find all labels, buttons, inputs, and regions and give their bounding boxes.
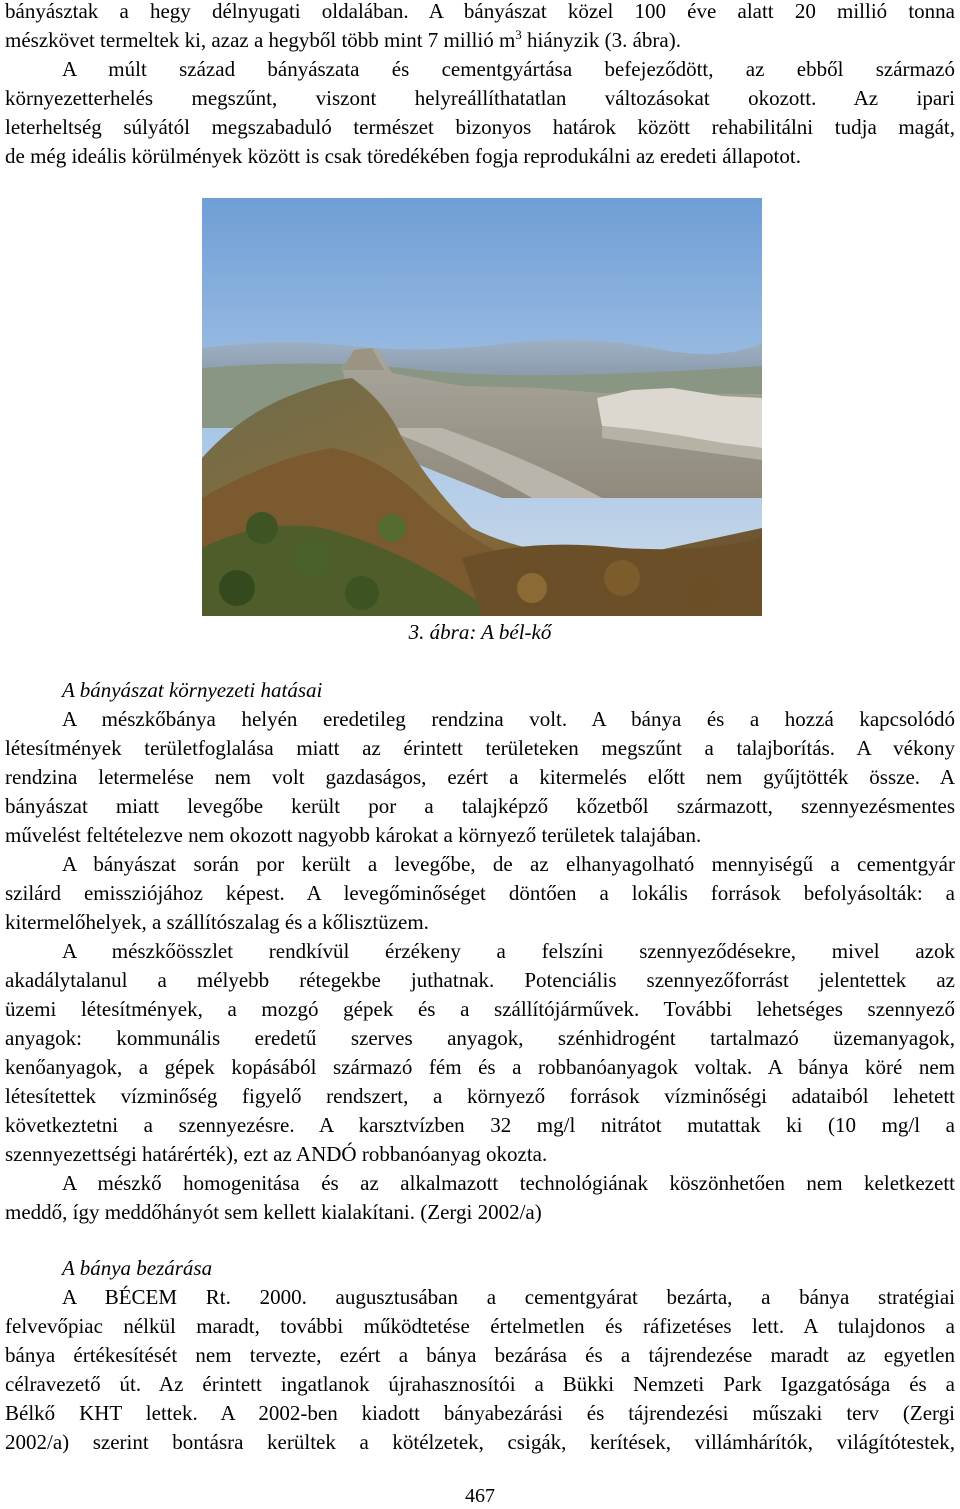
text-line: célravezető út. Az érintett ingatlanok újrahasznosítói a Bükki Nemzeti Park Igazgatósága és a [5, 1372, 955, 1396]
figure-caption: 3. ábra: A bél-kő [408, 620, 552, 644]
text-line: kitermelőhelyek, a szállítószalag és a kőlisztüzem. [5, 910, 429, 934]
text-line: A mészkőbánya helyén eredetileg rendzina volt. A bánya és a hozzá kapcsolódó [62, 707, 955, 731]
section-heading: A bányászat környezeti hatásai [62, 678, 323, 702]
text-line: anyagok: kommunális eredetű szerves anyagok, szénhidrogént tartalmazó üzemanyagok, [5, 1026, 955, 1050]
quarry-photo [202, 198, 762, 616]
text-line: környezetterhelés megszűnt, viszont helyreállíthatatlan változásokat okozott. Az ipari [5, 86, 955, 110]
text-line: üzemi létesítmények, a mozgó gépek és a szállítójárművek. További lehetséges szennyező [5, 997, 955, 1021]
section-heading: A bánya bezárása [62, 1256, 213, 1280]
text-line: A mészkőösszlet rendkívül érzékeny a felszíni szennyeződésekre, mivel azok [62, 939, 955, 963]
text-line: létesítmények területfoglalása miatt az érintett területeken megszűnt a talajborítás. A vékony [5, 736, 955, 760]
text-line: következtetni a szennyezésre. A karsztvízben 32 mg/l nitrátot mutattak ki (10 mg/l a [5, 1113, 955, 1137]
text-line: A BÉCEM Rt. 2000. augusztusában a cementgyárat bezárta, a bánya stratégiai [62, 1285, 955, 1309]
text-line: szilárd emissziójához képest. A levegőminőséget döntően a lokális források befolyásolták: a [5, 881, 955, 905]
text-line: kenőanyagok, a gépek kopásából származó fém és a robbanóanyagok voltak. A bánya köré nem [5, 1055, 955, 1079]
text-line: bányásztak a hegy délnyugati oldalában. A bányászat közel 100 éve alatt 20 millió tonna [5, 0, 955, 23]
text-line: Bélkő KHT lettek. A 2002-ben kiadott bányabezárási és tájrendezési műszaki terv (Zergi [5, 1401, 955, 1425]
text-line: A múlt század bányászata és cementgyártása befejeződött, az ebből származó [62, 57, 955, 81]
section-environmental-effects [5, 676, 955, 1227]
text-line: létesítettek vízminőség figyelő rendszert, a környező források vízminőségi adataiból lehetett [5, 1084, 955, 1108]
text-line: A bányászat során por került a levegőbe, de az elhanyagolható mennyiségű a cementgyár [62, 852, 955, 876]
text-line: bánya értékesítését nem tervezte, ezért a bánya bezárása és a tájrendezése maradt az egyetlen [5, 1343, 955, 1367]
text-line: rendzina letermelése nem volt gazdaságos, ezért a kitermelés előtt nem gyűjtötték össze. A [5, 765, 955, 789]
intro-paragraph [5, 0, 955, 171]
text-line: művelést feltételezve nem okozott nagyobb károkat a környező területek talajában. [5, 823, 702, 847]
text-line: bányászat miatt levegőbe került por a talajképző kőzetből származott, szennyezésmentes [5, 794, 955, 818]
text-line: A mészkő homogenitása és az alkalmazott technológiának köszönhetően nem keletkezett [62, 1171, 955, 1195]
text-line: 2002/a) szerint bontásra kerültek a kötélzetek, csigák, kerítések, villámhárítók, világítótestek, [5, 1430, 955, 1454]
text-line: meddő, így meddőhányót sem kellett kialakítani. (Zergi 2002/a) [5, 1200, 542, 1224]
text-line: mészkövet termeltek ki, azaz a hegyből több mint 7 millió $m^3$ hiányzik (3. ábra). [5, 27, 681, 52]
text-line: akadálytalanul a mélyebb rétegekbe juthatnak. Potenciális szennyezőforrást jelentettek az [5, 968, 955, 992]
text-line: de még ideális körülmények között is csak töredékében fogja reprodukálni az eredeti állapotot. [5, 144, 801, 168]
section-mine-closure [5, 1254, 955, 1457]
text-line: leterheltség súlyától megszabaduló természet bizonyos határok között rehabilitálni tudja magát, [5, 115, 955, 139]
text-line: szennyezettségi határérték), ezt az ANDÓ robbanóanyag okozta. [5, 1142, 548, 1166]
page-number: 467 [465, 1485, 495, 1507]
text-line: felvevőpiac nélkül maradt, további működtetése értelmetlen és ráfizetéses lett. A tulajdonos a [5, 1314, 955, 1338]
